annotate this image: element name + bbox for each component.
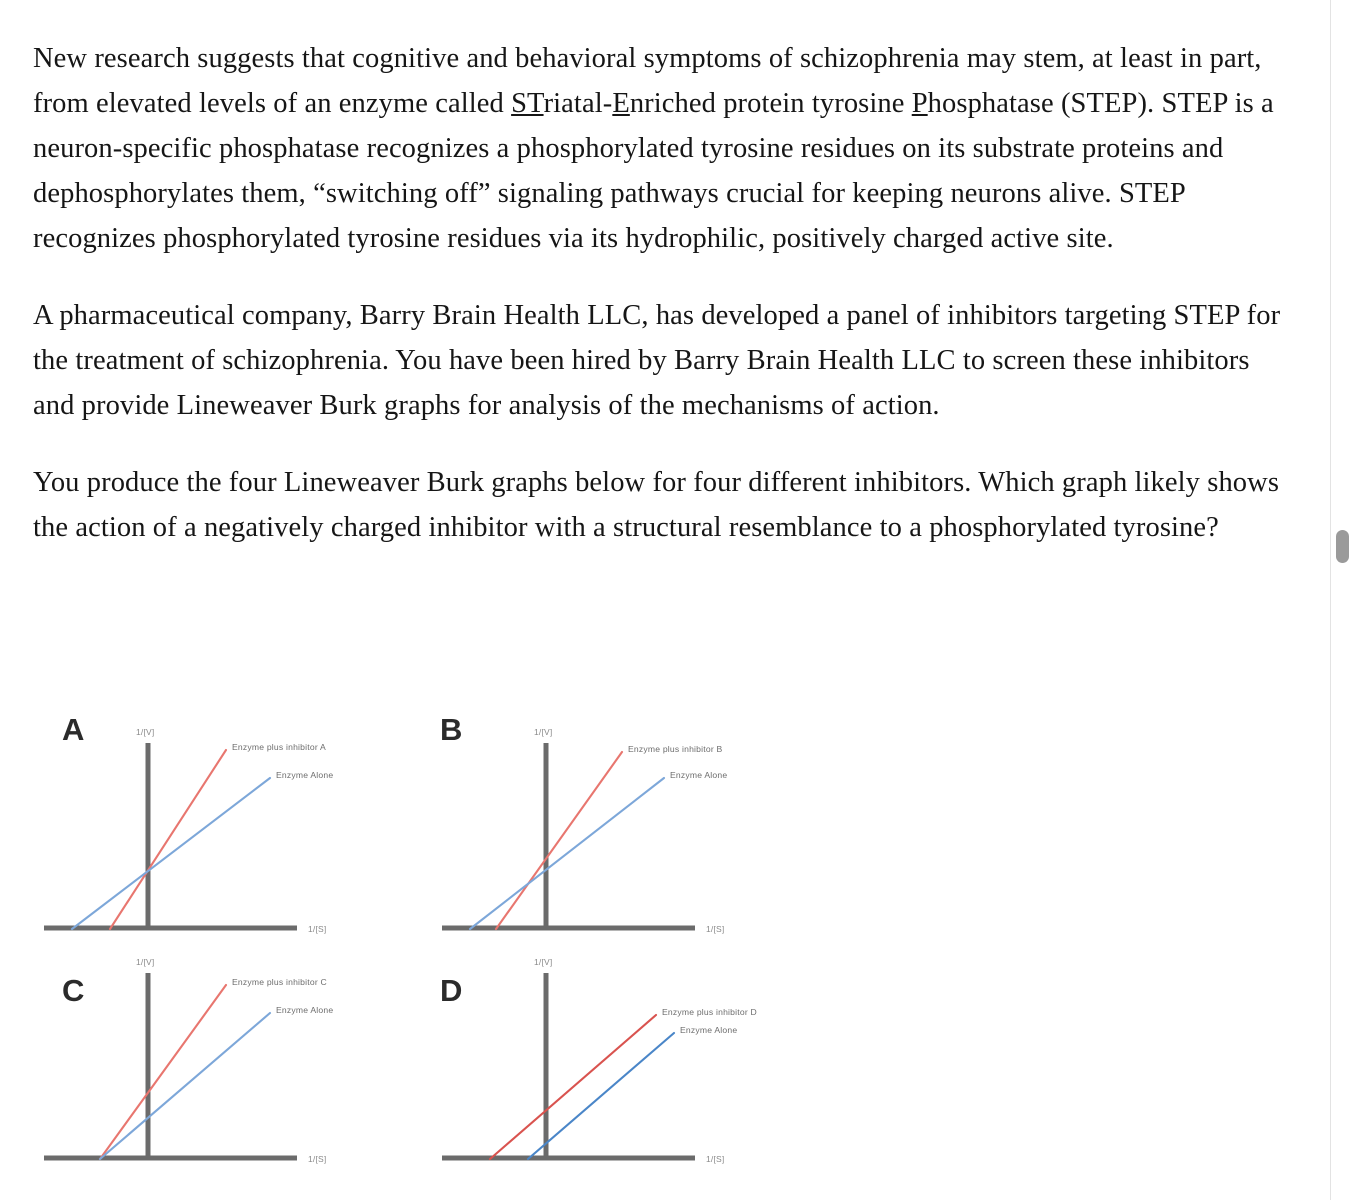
series-line-enzyme-alone-a xyxy=(72,778,270,929)
document-body xyxy=(33,36,1288,550)
graph-panel-c[interactable] xyxy=(40,945,440,1195)
panel-letter-a: A xyxy=(62,712,85,747)
graph-panel-a[interactable] xyxy=(40,700,440,950)
x-axis-label-b: 1/[S] xyxy=(706,924,725,934)
text-run: A pharmaceutical company, Barry Brain Health LLC, has developed a panel of inhibitors targeting STEP for the treatment of schizophrenia. You have been hired by Barry Brain Health LLC to screen these inhibitors and provide Lineweaver Burk graphs for analysis of the mechanisms of action. xyxy=(33,300,1281,421)
panel-letter-d: D xyxy=(440,973,463,1008)
text-run: hosphatase (STEP). STEP is a neuron-specific phosphatase recognizes a phosphorylated tyrosine residues on its substrate proteins and dephosphorylates them, “switching off” signaling pathways crucial for keeping neurons alive. STEP recognizes phosphorylated tyrosine residues via its hydrophilic, positively charged active site. xyxy=(33,88,1274,254)
series-line-inhibitor-b xyxy=(496,752,622,929)
series-label-enzyme-alone-d: Enzyme Alone xyxy=(680,1025,738,1035)
vertical-scrollbar-track[interactable] xyxy=(1331,0,1351,1200)
text-run: nriched protein tyrosine xyxy=(629,88,912,119)
series-label-inhibitor-d: Enzyme plus inhibitor D xyxy=(662,1007,757,1017)
x-axis-label-a: 1/[S] xyxy=(308,924,327,934)
panel-letter-b: B xyxy=(440,712,463,747)
panel-letter-c: C xyxy=(62,973,85,1008)
y-axis-label-d: 1/[V] xyxy=(534,957,553,967)
series-label-inhibitor-c: Enzyme plus inhibitor C xyxy=(232,977,327,987)
series-label-inhibitor-b: Enzyme plus inhibitor B xyxy=(628,744,723,754)
graph-panel-d[interactable] xyxy=(430,945,830,1195)
underlined-run: ST xyxy=(511,88,544,119)
vertical-scrollbar-thumb[interactable] xyxy=(1336,530,1349,563)
y-axis-label-a: 1/[V] xyxy=(136,727,155,737)
series-line-enzyme-alone-b xyxy=(470,778,664,929)
paragraph-1 xyxy=(33,36,1288,261)
series-label-enzyme-alone-c: Enzyme Alone xyxy=(276,1005,334,1015)
y-axis-label-b: 1/[V] xyxy=(534,727,553,737)
series-line-enzyme-alone-c xyxy=(100,1013,270,1159)
text-run: New research suggests that cognitive and behavioral symptoms of schizophrenia may stem, at least in part, from elevated levels of an enzyme called xyxy=(33,43,1262,119)
series-label-inhibitor-a: Enzyme plus inhibitor A xyxy=(232,742,326,752)
paragraph-3 xyxy=(33,460,1288,550)
lineweaver-burk-figure xyxy=(0,700,1331,1200)
text-run: riatal- xyxy=(543,88,613,119)
x-axis-label-d: 1/[S] xyxy=(706,1154,725,1164)
series-label-enzyme-alone-b: Enzyme Alone xyxy=(670,770,728,780)
y-axis-label-c: 1/[V] xyxy=(136,957,155,967)
x-axis-label-c: 1/[S] xyxy=(308,1154,327,1164)
series-line-enzyme-alone-d xyxy=(528,1033,674,1159)
paragraph-2 xyxy=(33,293,1288,428)
series-label-enzyme-alone-a: Enzyme Alone xyxy=(276,770,334,780)
series-line-inhibitor-c xyxy=(100,985,226,1159)
underlined-run: P xyxy=(911,88,928,119)
series-line-inhibitor-a xyxy=(110,750,226,929)
text-run: You produce the four Lineweaver Burk graphs below for four different inhibitors. Which graph likely shows the action of a negatively charged inhibitor with a structural resemblance to a phosphorylated tyrosine? xyxy=(33,467,1280,543)
graph-panel-b[interactable] xyxy=(430,700,830,950)
series-line-inhibitor-d xyxy=(490,1015,656,1159)
underlined-run: E xyxy=(612,88,630,119)
